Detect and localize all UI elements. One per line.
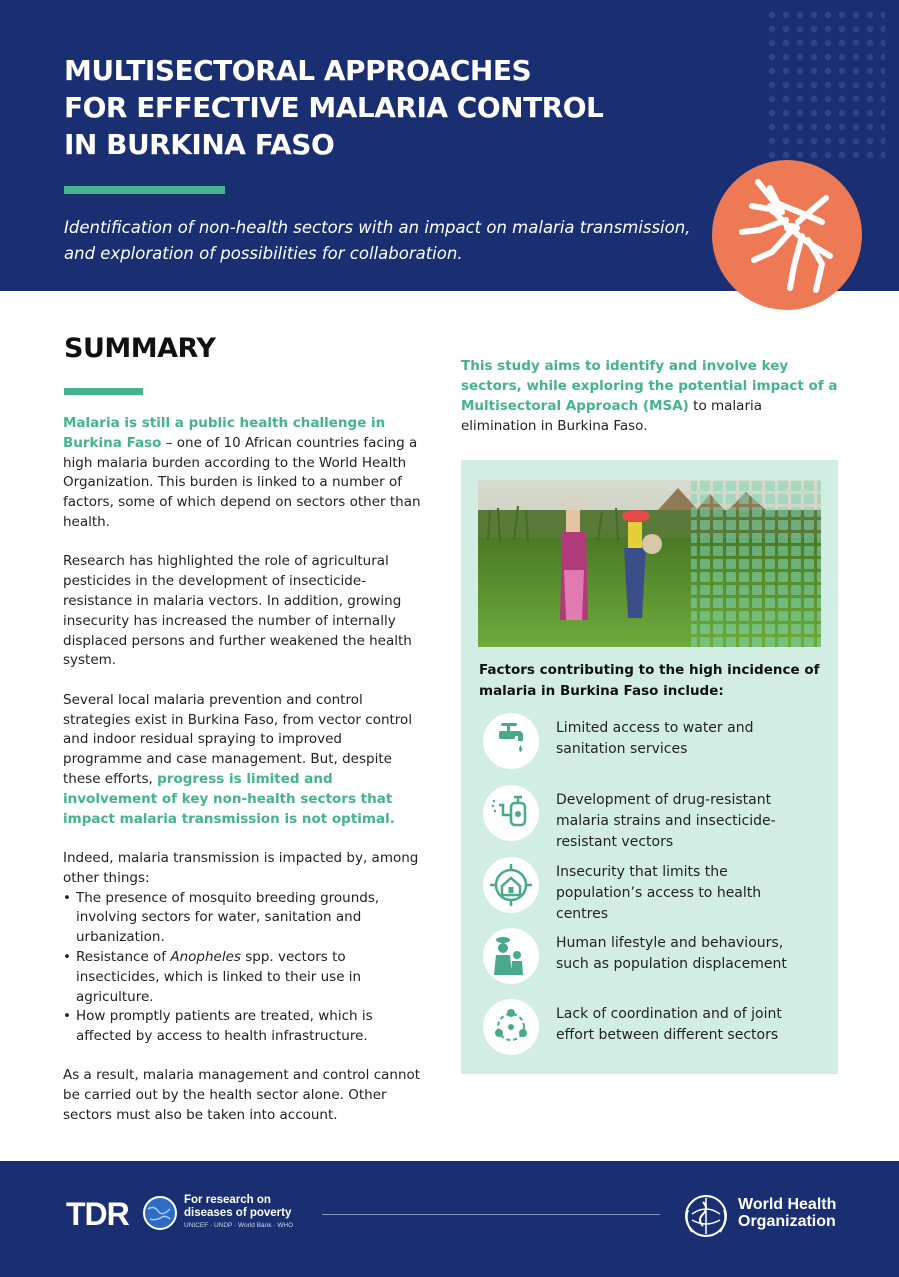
factor-text: Insecurity that limits the population’s access to health centres xyxy=(556,864,762,922)
summary-underline xyxy=(64,388,143,395)
highlight-text: progress is limited and involvement of key non-health sectors that impact malaria transmission is not optimal. xyxy=(63,770,395,827)
tdr-logo: TDR xyxy=(66,1196,129,1232)
globe-icon xyxy=(142,1195,178,1231)
summary-paragraph xyxy=(63,414,425,533)
factor-item xyxy=(483,999,828,1055)
factor-text: Limited access to water and sanitation services xyxy=(556,720,754,757)
study-aim xyxy=(461,356,841,436)
tdr-tagline: For research on diseases of poverty xyxy=(184,1194,292,1219)
paragraph-text: Indeed, malaria transmission is impacted by, among other things: xyxy=(63,849,419,886)
factor-text: Development of drug-resistant malaria strains and insecticide-resistant vectors xyxy=(556,792,776,850)
paragraph-text: spp. vectors to insecticides, which is linked to their use in agriculture. xyxy=(76,948,362,1005)
paragraph-text: to malaria elimination in Burkina Faso. xyxy=(461,398,763,434)
factor-text: Lack of coordination and of joint effort between different sectors xyxy=(556,1006,782,1043)
photo-women-field xyxy=(478,480,821,647)
displaced-people-icon xyxy=(483,928,539,984)
mosquito-icon xyxy=(712,160,862,310)
list-item: • The presence of mosquito breeding grounds, involving sectors for water, sanitation and urbanization. xyxy=(63,889,425,948)
who-emblem-icon xyxy=(680,1190,732,1242)
summary-paragraph: Research has highlighted the role of agricultural pesticides in the development of insecticide-resistance in malaria vectors. In addition, growing insecurity has increased the number of internally displaced persons and further weakened the health system. xyxy=(63,553,412,669)
summary-paragraph xyxy=(63,691,425,830)
page-subtitle: Identification of non-health sectors with an impact on malaria transmission, and exploration of possibilities for collaboration. xyxy=(64,218,691,263)
paragraph-text: Several local malaria prevention and control strategies exist in Burkina Faso, from vector control and indoor residual spraying to improved programme and case management. But, despite these efforts, xyxy=(63,691,413,787)
paragraph-text: Resistance of xyxy=(76,948,171,965)
factor-item xyxy=(483,928,828,984)
paragraph-text: – one of 10 African countries facing a high malaria burden according to the World Health Organization. This burden is linked to a number of factors, some of which depend on sectors other than health. xyxy=(63,434,421,530)
summary-paragraph xyxy=(63,849,425,1047)
italic-text: Anopheles xyxy=(170,948,241,965)
sprayer-icon xyxy=(483,785,539,841)
footer-divider xyxy=(322,1214,660,1215)
list-item xyxy=(63,948,425,1007)
health-centre-icon xyxy=(483,857,539,913)
tdr-partners: UNICEF · UNDP · World Bank · WHO xyxy=(184,1222,294,1229)
summary-paragraph: As a result, malaria management and control cannot be carried out by the health sector alone. Other sectors must also be taken into account. xyxy=(63,1067,421,1124)
factor-item xyxy=(483,785,828,850)
factor-item xyxy=(483,713,828,769)
page-title: MULTISECTORAL APPROACHES FOR EFFECTIVE MALARIA CONTROL IN BURKINA FASO xyxy=(64,54,604,161)
summary-body xyxy=(63,414,425,1145)
bullet-list xyxy=(63,889,425,1047)
title-underline xyxy=(64,186,225,194)
who-logo-text: World Health Organization xyxy=(738,1196,837,1230)
highlight-text: Malaria is still a public health challenge in Burkina Faso xyxy=(63,415,386,451)
list-item: • How promptly patients are treated, which is affected by access to health infrastructure. xyxy=(63,1007,425,1047)
factor-text: Human lifestyle and behaviours, such as population displacement xyxy=(556,935,787,972)
coordination-icon xyxy=(483,999,539,1055)
factors-heading: Factors contributing to the high incidence of malaria in Burkina Faso include: xyxy=(479,662,820,699)
dot-pattern xyxy=(765,8,885,158)
factor-item xyxy=(483,857,828,922)
summary-heading: SUMMARY xyxy=(64,333,216,364)
highlight-text: This study aims to identify and involve key sectors, while exploring the potential impact of a Multisectoral Approach (MSA) xyxy=(461,358,838,414)
water-tap-icon xyxy=(483,713,539,769)
